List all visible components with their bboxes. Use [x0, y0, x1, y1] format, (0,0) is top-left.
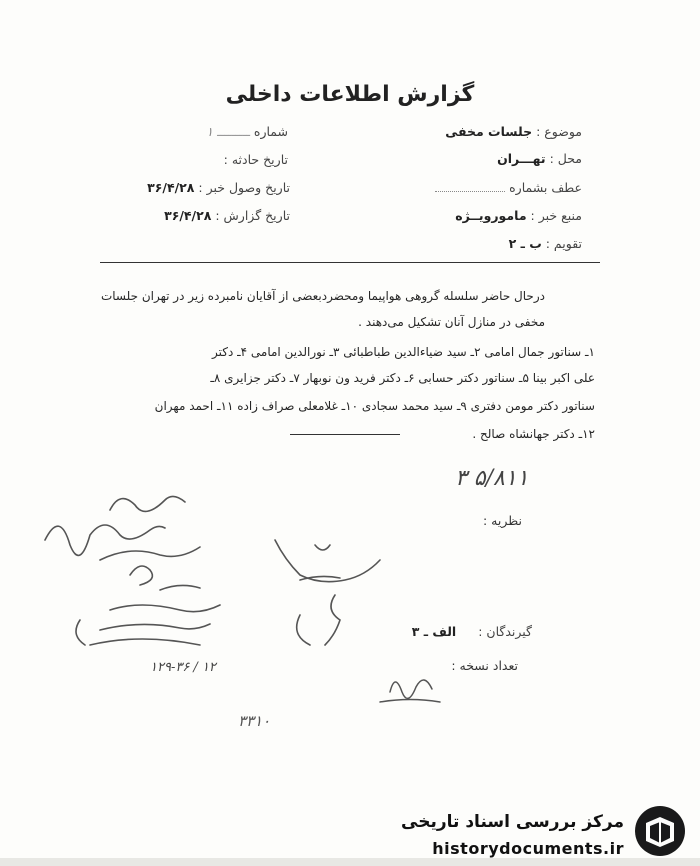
- watermark-site: historydocuments.ir: [432, 839, 624, 858]
- header-divider: [100, 262, 600, 263]
- location-value: تهـــران: [497, 151, 546, 166]
- evaluation-value: ب ـ ۲: [508, 236, 542, 251]
- location-row: [497, 151, 582, 166]
- receivers-value: الف ـ ۳: [411, 624, 457, 639]
- number-row: شماره ـــــــــ ۱: [206, 124, 288, 139]
- body-line-3: ۱ـ سناتور جمال امامی ۲ـ سید ضیاءالدین طباطبائی ۳ـ نورالدین امامی ۴ـ دکتر: [211, 345, 595, 359]
- handwritten-stamp-middle: [260, 520, 400, 660]
- copies-label: تعداد نسخه :: [451, 658, 518, 673]
- receivers-label: گیرندگان :: [478, 624, 532, 639]
- scan-edge: [0, 858, 700, 866]
- reference-label: عطف بشماره: [509, 180, 582, 195]
- report-date-row: [90, 208, 290, 223]
- handwritten-annotation-top: ۳ ۵/۸۱۱: [455, 466, 529, 491]
- report-date-label: تاریخ گزارش :: [215, 208, 290, 223]
- handwritten-initials: [370, 662, 460, 712]
- reference-row: [435, 180, 582, 195]
- first-receipt-value: ۳۶/۴/۲۸: [147, 180, 195, 195]
- source-label: منبع خبر :: [530, 208, 582, 223]
- receivers-row: [412, 624, 532, 639]
- subject-label: موضوع :: [536, 124, 582, 139]
- subject-value: جلسات مخفی: [445, 124, 533, 139]
- body-line-5: سناتور دکتر مومن دفتری ۹ـ سید محمد سجادی ۱۰ـ غلامعلی صراف زاده ۱۱ـ احمد مهران: [154, 399, 595, 413]
- location-label: محل :: [549, 151, 582, 166]
- body-line-6: ۱۲ـ دکتر جهانشاه صالح .: [472, 427, 595, 441]
- evaluation-row: [509, 236, 582, 251]
- document-title: گزارش اطلاعات داخلی: [225, 82, 475, 107]
- evaluation-label: تقویم :: [545, 236, 582, 251]
- first-receipt-row: [90, 180, 290, 195]
- number-value: ۱: [206, 124, 213, 139]
- body-line-1: درحال حاضر سلسله گروهی هواپیما ومحضردبعضی از آقایان نامبرده زیر در تهران جلسات: [100, 289, 545, 303]
- subject-row: [445, 124, 582, 139]
- handwritten-bottom-number: ۳۳۱۰: [238, 712, 271, 730]
- first-receipt-label: تاریخ وصول خبر :: [198, 180, 290, 195]
- handwritten-margin-note: ۱۲۹-۳۶ / ۱۲: [150, 660, 216, 675]
- source-value: مامورویــژه: [455, 208, 527, 223]
- source-row: [455, 208, 582, 223]
- body-line-4: علی اکبر بینا ۵ـ سناتور دکتر حسابی ۶ـ دکتر فرید ون نوبهار ۷ـ دکتر جزایری ۸ـ: [210, 371, 595, 385]
- opinion-label: نظریه :: [483, 513, 522, 528]
- text-end-underline: [290, 434, 400, 435]
- report-date-value: ۳۶/۴/۲۸: [164, 208, 212, 223]
- incident-date-label: تاریخ حادثه :: [223, 152, 288, 167]
- body-line-2: مخفی در منازل آنان تشکیل می‌دهند .: [358, 315, 545, 329]
- watermark-organization: مرکز بررسی اسناد تاریخی: [401, 812, 624, 832]
- incident-date-row: [128, 152, 288, 167]
- number-label: شماره: [253, 124, 288, 139]
- archive-logo-icon: [634, 805, 686, 857]
